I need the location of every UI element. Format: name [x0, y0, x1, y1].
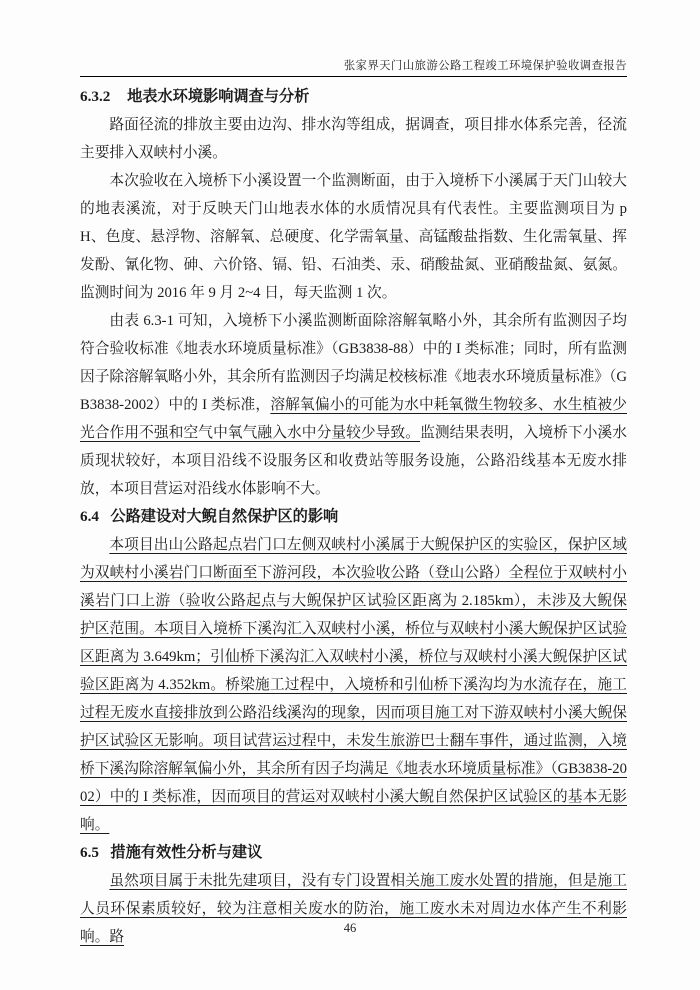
- section-heading-6.4: [80, 503, 627, 531]
- underlined-text: 虽然项目属于未批先建项目，没有专门设置相关施工废水处置的措施，但是施工人员环保素质较好，较为注意相关废水的防治，施工废水未对周边水体产生不利影响。路: [80, 873, 627, 945]
- section-title: 公路建设对大鲵自然保护区的影响: [110, 508, 339, 525]
- section-number: 6.3.2: [80, 88, 111, 105]
- body-text: 本次验收在入境桥下小溪设置一个监测断面，由于入境桥下小溪属于天门山较大的地表溪流，对于反映天门山地表水体的水质情况具有代表性。主要监测项目为 pH、色度、悬浮物、溶解氧、总硬度、化学需氧量、高锰酸盐指数、生化需氧量、挥发酚、氰化物、砷、六价铬、镉、铅、石油类、汞、硝酸盐氮、亚硝酸盐氮、氨氮。监测时间为 2016 年 9 月 2~4 日，每天监测 1 次。: [80, 173, 627, 301]
- document-body: [80, 83, 627, 951]
- body-text: 路面径流的排放主要由边沟、排水沟等组成，据调查，项目排水体系完善，径流主要排入双峡村小溪。: [80, 117, 627, 161]
- underlined-text: 溶解氧偏小的可能为水中耗氧微生物较多、水生植被少光合作用不强和空气中氧气融入水中分量较少导致。: [80, 397, 627, 441]
- page-number: 46: [343, 921, 357, 935]
- running-header: 张家界天门山旅游公路工程竣工环境保护验收调查报告: [343, 60, 627, 72]
- paragraph: [80, 307, 627, 503]
- paragraph: [80, 111, 627, 167]
- section-title: 地表水环境影响调查与分析: [127, 88, 310, 105]
- section-title: 措施有效性分析与建议: [110, 844, 263, 861]
- paragraph: [80, 867, 627, 951]
- paragraph: [80, 531, 627, 839]
- section-heading-6.5: [80, 839, 627, 867]
- body-text: 由表 6.3-1 可知，入境桥下小溪监测断面除溶解氧略小外，其余所有监测因子均符合验收标准《地表水环境质量标准》（GB3838-88）中的 I 类标准；同时，所有监测因子除溶解氧略小外，其余所有监测因子均满足校核标准《地表水环境质量标准》（GB3838-2002）中的 I 类标准，: [80, 313, 627, 413]
- section-heading-6.3.2: [80, 83, 627, 111]
- header-rule: [80, 76, 627, 77]
- body-text: 监测结果表明，入境桥下小溪水质现状较好，本项目沿线不设服务区和收费站等服务设施，公路沿线基本无废水排放，本项目营运对沿线水体影响不大。: [80, 425, 627, 497]
- underlined-text: 本项目出山公路起点岩门口左侧双峡村小溪属于大鲵保护区的实验区，保护区域为双峡村小溪岩门口断面至下游河段，本次验收公路（登山公路）全程位于双峡村小溪岩门口上游（验收公路起点与大鲵保护区试验区距离为 2.185km），未涉及大鲵保护区范围。本项目入境桥下溪沟汇入双峡村小溪，桥位与双峡村小溪大鲵保护区试验区距离为 3.649km；引仙桥下溪沟汇入双峡村小溪，桥位与双峡村小溪大鲵保护区试验区距离为 4.352km。桥梁施工过程中，入境桥和引仙桥下溪沟均为水流存在，施工过程无废水直接排放到公路沿线溪沟的现象，因而项目施工对下游双峡村小溪大鲵保护区试验区无影响。项目试营运过程中，未发生旅游巴士翻车事件，通过监测，入境桥下溪沟除溶解氧偏小外，其余所有因子均满足《地表水环境质量标准》（GB3838-2002）中的 I 类标准，因而项目的营运对双峡村小溪大鲵自然保护区试验区的基本无影响。: [80, 537, 627, 833]
- section-number: 6.5: [80, 844, 99, 861]
- section-number: 6.4: [80, 508, 99, 525]
- paragraph: [80, 167, 627, 307]
